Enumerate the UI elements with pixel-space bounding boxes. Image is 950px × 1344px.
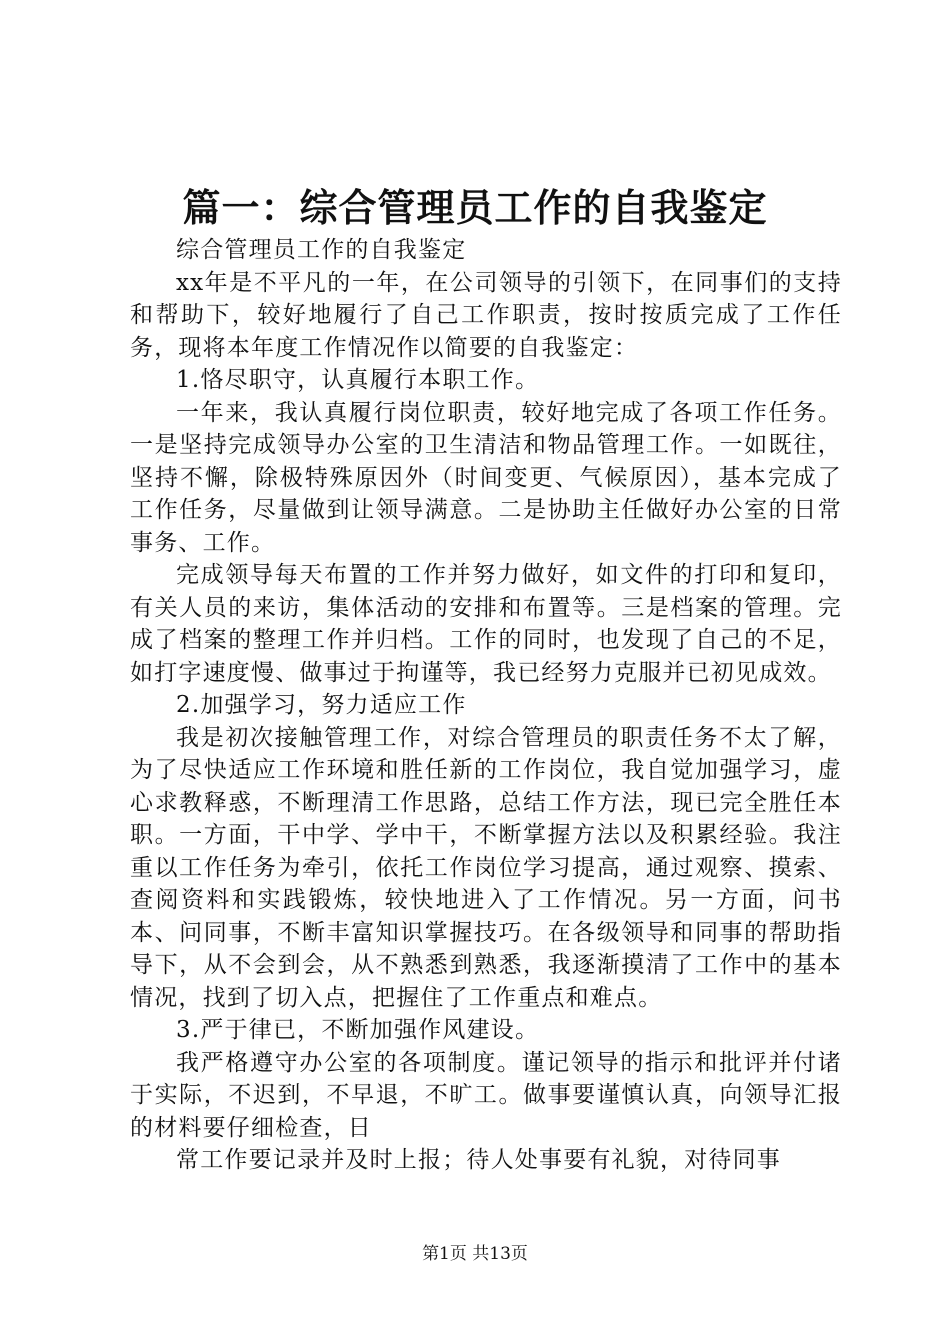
- section-heading: 3.严于律已，不断加强作风建设。: [176, 1017, 540, 1043]
- paragraph: xx年是不平凡的一年，在公司领导的引领下，在同事们的支持和帮助下，较好地履行了自己工作职责，按时按质完成了工作任务，现将本年度工作情况作以简要的自我鉴定：: [130, 269, 842, 361]
- paragraph: 综合管理员工作的自我鉴定: [176, 237, 467, 263]
- paragraph: 我严格遵守办公室的各项制度。谨记领导的指示和批评并付诸于实际，不迟到，不早退，不旷工。做事要谨慎认真，向领导汇报的材料要仔细检查，日: [130, 1049, 842, 1141]
- document-title: 篇一：综合管理员工作的自我鉴定: [182, 185, 768, 230]
- page-footer: 第1页 共13页: [422, 1244, 528, 1264]
- section-heading: 2.加强学习，努力适应工作: [176, 692, 467, 718]
- section-heading: 1.恪尽职守，认真履行本职工作。: [176, 367, 540, 393]
- paragraph: 完成领导每天布置的工作并努力做好，如文件的打印和复印，有关人员的来访，集体活动的安排和布置等。三是档案的管理。完成了档案的整理工作并归档。工作的同时，也发现了自己的不足，如打字速度慢、做事过于拘谨等，我已经努力克服并已初见成效。: [130, 562, 842, 686]
- paragraph: 常工作要记录并及时上报；待人处事要有礼貌，对待同事: [176, 1147, 781, 1173]
- paragraph: 我是初次接触管理工作，对综合管理员的职责任务不太了解，为了尽快适应工作环境和胜任新的工作岗位，我自觉加强学习，虚心求教释惑，不断理清工作思路，总结工作方法，现已完全胜任本职。一方面，干中学、学中干，不断掌握方法以及积累经验。我注重以工作任务为牵引，依托工作岗位学习提高，通过观察、摸索、查阅资料和实践锻炼，较快地进入了工作情况。另一方面，问书本、问同事，不断丰富知识掌握技巧。在各级领导和同事的帮助指导下，从不会到会，从不熟悉到熟悉，我逐渐摸清了工作中的基本情况，找到了切入点，把握住了工作重点和难点。: [130, 724, 842, 1011]
- paragraph: 一年来，我认真履行岗位职责，较好地完成了各项工作任务。一是坚持完成领导办公室的卫生清洁和物品管理工作。一如既往，坚持不懈，除极特殊原因外（时间变更、气候原因），基本完成了工作任务，尽量做到让领导满意。二是协助主任做好办公室的日常事务、工作。: [130, 399, 842, 556]
- document-body: [130, 234, 842, 1177]
